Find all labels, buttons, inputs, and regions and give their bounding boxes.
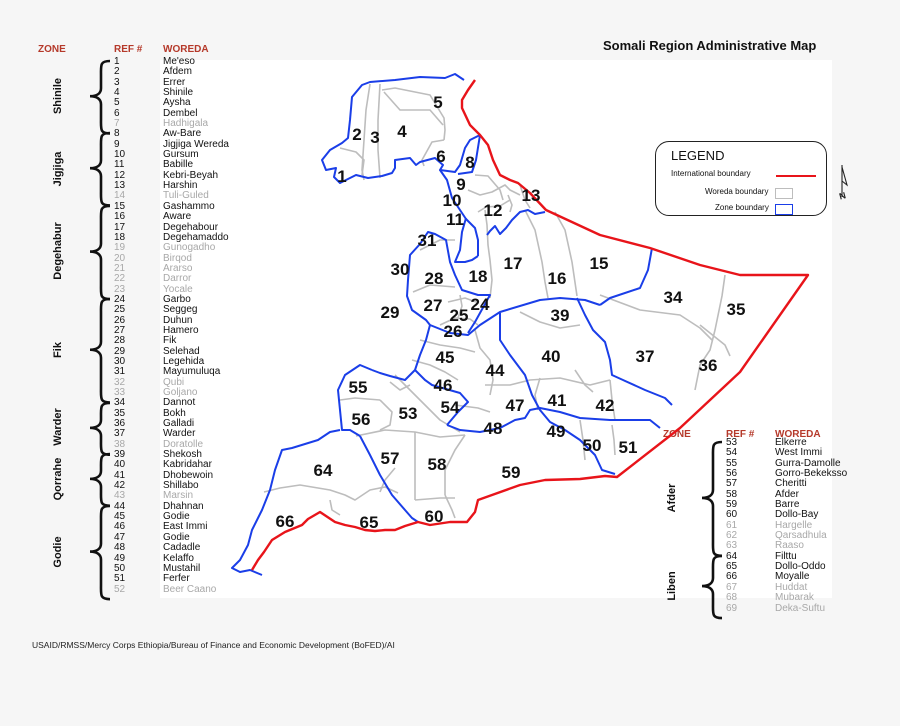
woreda-ref: 61 (726, 519, 738, 531)
woreda-ref: 44 (114, 500, 126, 512)
ref-column-header: REF # (114, 44, 143, 55)
woreda-ref: 27 (114, 324, 126, 336)
woreda-name: Garbo (163, 293, 191, 305)
woreda-name: Warder (163, 428, 196, 440)
woreda-ref: 22 (114, 273, 126, 285)
woreda-ref: 18 (114, 231, 126, 243)
woreda-name: Errer (163, 76, 186, 88)
ref-column-header-right: REF # (726, 429, 755, 440)
woreda-number-label: 16 (547, 269, 567, 288)
page-title: Somali Region Administrative Map (603, 38, 817, 53)
woreda-ref: 68 (726, 592, 738, 604)
woreda-name: Degehamaddo (163, 231, 229, 243)
zone-column-header-right: ZONE (663, 429, 691, 440)
woreda-name: Selehad (163, 345, 200, 357)
woreda-number-label: 66 (275, 512, 295, 531)
woreda-number-label: 27 (423, 296, 443, 315)
woreda-number-label: 57 (380, 449, 400, 468)
woreda-name: Kelaffo (163, 552, 194, 564)
woreda-number-label: 9 (456, 175, 466, 194)
woreda-number-label: 24 (470, 295, 490, 314)
woreda-name: Qubi (163, 376, 185, 388)
woreda-number-label: 51 (618, 438, 638, 457)
zone-label-warder: Warder (52, 408, 64, 447)
woreda-ref: 52 (114, 583, 126, 595)
woreda-ref: 60 (726, 509, 738, 521)
woreda-name: Dollo-Bay (775, 509, 819, 521)
woreda-ref: 62 (726, 530, 738, 542)
woreda-ref: 13 (114, 180, 126, 192)
woreda-ref: 53 (726, 437, 738, 448)
woreda-ref: 7 (114, 118, 120, 130)
woreda-ref: 8 (114, 128, 120, 140)
woreda-name: Harshin (163, 180, 198, 192)
woreda-name: Babille (163, 159, 194, 171)
woreda-number-label: 17 (503, 254, 523, 273)
zone-label-fik: Fik (52, 341, 64, 358)
woreda-number-label: 6 (436, 147, 446, 166)
zone-label-degehabur: Degehabur (52, 222, 64, 281)
woreda-ref: 48 (114, 542, 126, 554)
woreda-name: Deka-Suftu (775, 602, 826, 614)
woreda-number-label: 1 (337, 167, 347, 186)
woreda-ref: 64 (726, 550, 738, 562)
woreda-name: Legehida (163, 355, 205, 367)
woreda-number-label: 8 (465, 153, 475, 172)
woreda-number-label: 40 (541, 347, 561, 366)
woreda-ref: 69 (726, 602, 738, 614)
legend-title: LEGEND (671, 148, 725, 163)
woreda-name: Galladi (163, 418, 195, 430)
woreda-ref: 66 (726, 571, 738, 583)
woreda-name: Gashammo (163, 200, 215, 212)
woreda-name: Tuli-Guled (163, 190, 209, 202)
woreda-ref: 6 (114, 107, 120, 119)
woreda-ref: 39 (114, 449, 126, 461)
woreda-ref: 55 (726, 457, 738, 469)
woreda-name: Dhahnan (163, 500, 204, 512)
woreda-ref: 56 (726, 468, 738, 480)
woreda-name: Barre (775, 499, 800, 511)
woreda-ref: 45 (114, 511, 126, 523)
woreda-name: Dollo-Oddo (775, 561, 826, 573)
woreda-name: Bokh (163, 407, 186, 419)
woreda-number-label: 58 (427, 455, 447, 474)
woreda-ref: 35 (114, 407, 126, 419)
woreda-name: Hamero (163, 324, 199, 336)
woreda-name: Shinile (163, 87, 194, 99)
woreda-name: Seggeg (163, 304, 198, 316)
woreda-ref: 12 (114, 169, 126, 181)
woreda-name: Aysha (163, 97, 191, 109)
zone-label-liben: Liben (666, 571, 678, 601)
woreda-name: Qarsadhula (775, 530, 827, 542)
north-label: N (838, 190, 847, 202)
woreda-name: Shillabo (163, 480, 199, 492)
woreda-number-label: 25 (449, 306, 469, 325)
woreda-ref: 49 (114, 552, 126, 564)
woreda-name: Kebri-Beyah (163, 169, 219, 181)
woreda-name: Jigjiga Wereda (163, 138, 229, 150)
woreda-ref: 38 (114, 438, 126, 450)
woreda-boundary-swatch (775, 188, 793, 199)
woreda-ref: 63 (726, 540, 738, 552)
woreda-name: Mayumuluqa (163, 366, 221, 378)
woreda-column-header: WOREDA (163, 44, 209, 55)
woreda-ref: 46 (114, 521, 126, 533)
zone-label-qorrahe: Qorrahe (52, 457, 64, 501)
woreda-number-label: 59 (501, 463, 521, 482)
woreda-name: Mustahil (163, 562, 201, 574)
woreda-number-label: 28 (424, 269, 444, 288)
woreda-name: Aware (163, 211, 192, 223)
woreda-number-label: 37 (635, 347, 655, 366)
zone-boundary-swatch (775, 204, 793, 215)
woreda-number-label: 36 (698, 356, 718, 375)
woreda-name: Gunogadho (163, 242, 216, 254)
woreda-name: Aw-Bare (163, 128, 202, 140)
woreda-ref: 31 (114, 366, 126, 378)
woreda-number-label: 5 (433, 93, 443, 112)
woreda-name: Dembel (163, 107, 198, 119)
woreda-name: Afdem (163, 66, 192, 78)
woreda-ref: 51 (114, 573, 126, 585)
woreda-name: Kabridahar (163, 459, 212, 471)
legend-international-label: International boundary (671, 169, 751, 178)
woreda-ref: 17 (114, 221, 126, 233)
woreda-name: Doratolle (163, 438, 204, 450)
woreda-ref: 26 (114, 314, 126, 326)
woreda-ref: 43 (114, 490, 126, 502)
woreda-name: Hargelle (775, 519, 813, 531)
woreda-name: Mubarak (775, 592, 814, 604)
woreda-name: Cheritti (775, 478, 807, 490)
woreda-name: Fik (163, 335, 177, 347)
woreda-name: Marsin (163, 490, 194, 502)
woreda-ref: 34 (114, 397, 126, 409)
woreda-name: West Immi (775, 447, 823, 459)
woreda-ref: 21 (114, 262, 126, 274)
woreda-ref: 32 (114, 376, 126, 388)
woreda-name: Gurra-Damolle (775, 457, 841, 469)
woreda-name: Birqod (163, 252, 192, 264)
woreda-ref: 41 (114, 469, 126, 481)
woreda-ref: 9 (114, 138, 120, 150)
woreda-number-label: 41 (547, 391, 567, 410)
woreda-ref: 29 (114, 345, 126, 357)
woreda-ref: 67 (726, 581, 738, 593)
woreda-number-label: 26 (443, 322, 463, 341)
woreda-name: Moyalle (775, 571, 810, 583)
woreda-name: Afder (775, 488, 799, 500)
woreda-ref: 54 (726, 447, 738, 459)
woreda-ref: 3 (114, 76, 120, 88)
woreda-ref: 5 (114, 97, 120, 109)
woreda-number-label: 2 (352, 125, 362, 144)
legend-zone-label: Zone boundary (715, 203, 769, 212)
woreda-ref: 50 (114, 562, 126, 574)
woreda-number-label: 53 (398, 404, 418, 423)
woreda-ref: 37 (114, 428, 126, 440)
woreda-number-label: 34 (663, 288, 683, 307)
woreda-column-header-right: WOREDA (775, 429, 821, 440)
woreda-ref: 58 (726, 488, 738, 500)
woreda-ref: 59 (726, 499, 738, 511)
woreda-number-label: 4 (397, 122, 407, 141)
woreda-number-label: 64 (313, 461, 333, 480)
woreda-number-label: 60 (424, 507, 444, 526)
woreda-name: Filttu (775, 550, 797, 562)
woreda-ref: 40 (114, 459, 126, 471)
international-boundary-swatch (776, 175, 816, 177)
woreda-name: Beer Caano (163, 583, 217, 595)
woreda-name: Cadadle (163, 542, 201, 554)
woreda-number-label: 54 (440, 398, 460, 417)
woreda-name: Gorro-Bekeksso (775, 468, 848, 480)
woreda-name: Huddat (775, 581, 808, 593)
woreda-ref: 47 (114, 531, 126, 543)
woreda-number-label: 30 (390, 260, 410, 279)
woreda-ref: 65 (726, 561, 738, 573)
woreda-name: Me'eso (163, 56, 195, 67)
woreda-ref: 11 (114, 159, 125, 171)
woreda-ref: 10 (114, 149, 126, 161)
woreda-name: Degehabour (163, 221, 219, 233)
woreda-number-label: 15 (589, 254, 609, 273)
woreda-ref: 24 (114, 293, 126, 305)
woreda-name: Gursum (163, 149, 199, 161)
woreda-ref: 1 (114, 56, 120, 67)
north-arrow-icon (836, 163, 852, 203)
woreda-name: Darror (163, 273, 192, 285)
woreda-number-label: 50 (582, 436, 602, 455)
woreda-number-label: 49 (546, 422, 566, 441)
woreda-ref: 20 (114, 252, 126, 264)
woreda-number-label: 42 (595, 396, 615, 415)
woreda-name: Dhobewoin (163, 469, 214, 481)
woreda-ref: 25 (114, 304, 126, 316)
woreda-ref: 33 (114, 387, 126, 398)
woreda-ref: 36 (114, 418, 126, 430)
zone-label-godie: Godie (52, 536, 64, 568)
woreda-number-label: 55 (348, 378, 368, 397)
woreda-name: Ararso (163, 262, 193, 274)
woreda-number-label: 29 (380, 303, 400, 322)
woreda-ref: 14 (114, 190, 126, 202)
woreda-name: Shekosh (163, 449, 202, 461)
woreda-ref: 57 (726, 478, 738, 490)
legend-box (655, 141, 827, 216)
woreda-name: Godie (163, 511, 190, 523)
woreda-number-label: 12 (483, 201, 503, 220)
woreda-name: Yocale (163, 283, 193, 295)
woreda-name: Raaso (775, 540, 804, 552)
woreda-number-label: 13 (521, 186, 541, 205)
woreda-ref: 28 (114, 335, 126, 347)
woreda-number-label: 31 (417, 231, 437, 250)
woreda-number-label: 65 (359, 513, 379, 532)
woreda-ref: 2 (114, 66, 120, 78)
legend-woreda-label: Woreda boundary (705, 187, 769, 196)
woreda-number-label: 18 (468, 267, 488, 286)
footer-credit: USAID/RMSS/Mercy Corps Ethiopia/Bureau of Finance and Economic Development (BoFED)/AI (32, 640, 395, 650)
woreda-number-label: 46 (433, 376, 453, 395)
woreda-name: Ferfer (163, 573, 190, 585)
woreda-ref: 4 (114, 87, 120, 99)
woreda-name: East Immi (163, 521, 208, 533)
woreda-number-label: 56 (351, 410, 371, 429)
woreda-number-label: 45 (435, 348, 455, 367)
woreda-ref: 19 (114, 242, 126, 254)
woreda-number-label: 47 (505, 396, 525, 415)
woreda-name: Goljano (163, 387, 198, 398)
woreda-name: Dannot (163, 397, 196, 409)
woreda-ref: 30 (114, 355, 126, 367)
zone-column-header: ZONE (38, 44, 66, 55)
woreda-number-label: 11 (446, 210, 464, 229)
woreda-name: Hadhigala (163, 118, 209, 130)
woreda-name: Godie (163, 531, 190, 543)
woreda-ref: 16 (114, 211, 126, 223)
woreda-ref: 42 (114, 480, 126, 492)
woreda-number-label: 35 (726, 300, 746, 319)
woreda-number-label: 44 (485, 361, 505, 380)
woreda-number-label: 39 (550, 306, 570, 325)
woreda-number-label: 10 (442, 191, 462, 210)
woreda-number-label: 3 (370, 128, 380, 147)
woreda-number-label: 48 (483, 419, 503, 438)
zone-label-shinile: Shinile (52, 78, 64, 115)
woreda-name: Duhun (163, 314, 193, 326)
zone-label-afder: Afder (666, 483, 678, 513)
woreda-name: Elkerre (775, 437, 807, 448)
zone-label-jigjiga: Jigjiga (52, 151, 64, 187)
woreda-ref: 23 (114, 283, 126, 295)
woreda-ref: 15 (114, 200, 126, 212)
